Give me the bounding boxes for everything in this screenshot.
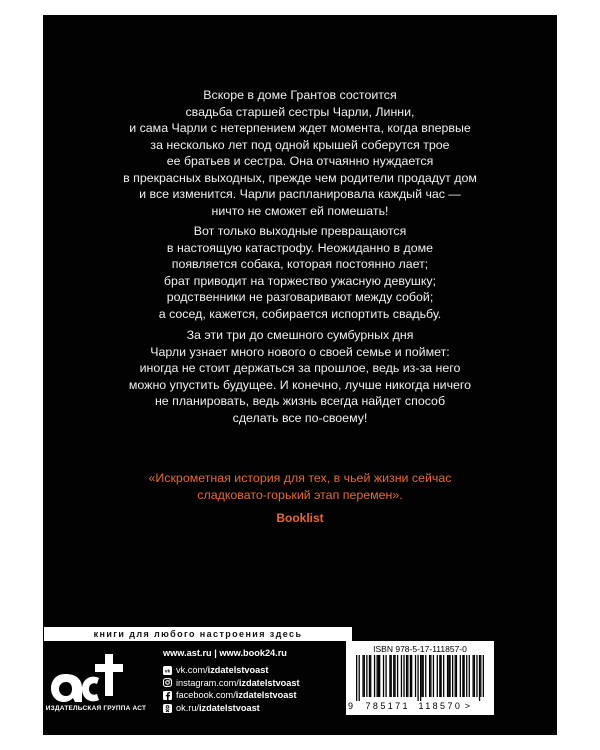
- barcode-bar: [359, 655, 360, 701]
- social-prefix: ok.ru/: [176, 703, 199, 714]
- barcode-bar: [456, 655, 457, 697]
- barcode-bar: [443, 655, 444, 697]
- barcode-bar: [383, 655, 384, 697]
- barcode-bar: [423, 655, 424, 697]
- publisher-websites[interactable]: www.ast.ru | www.book24.ru: [163, 648, 287, 658]
- blurb-line: в настоящую катастрофу. Неожиданно в доме: [166, 240, 434, 255]
- barcode-bar: [411, 655, 412, 697]
- barcode-bar: [370, 655, 371, 697]
- blurb-line: ее братьев и сестра. Она отчаянно нуждается: [166, 154, 434, 168]
- barcode-bar: [391, 655, 392, 697]
- blurb-line: родственники не разговаривают между собой;: [166, 290, 434, 304]
- barcode-bar: [401, 655, 402, 697]
- blurb-line: За эти три до смешного сумбурных дня: [186, 328, 414, 342]
- barcode-bar: [369, 655, 370, 697]
- blurb-line: брат приводит на торжество ужасную девушку;: [163, 273, 437, 288]
- ok-icon: [163, 704, 172, 713]
- blurb-line: появляется собака, которая постоянно лает;: [171, 257, 429, 271]
- logo-c-shape: [82, 677, 99, 702]
- barcode-bar: [364, 655, 365, 697]
- blurb-line: иногда не стоит держаться за прошлое, ведь из-за него: [139, 361, 461, 375]
- blurb-line: и все изменится. Чарли распланировала каждый час —: [139, 187, 461, 201]
- barcode-bar: [374, 655, 375, 697]
- barcode-bar: [460, 655, 461, 697]
- blurb-line: Вскоре в доме Грантов состоится: [203, 88, 397, 102]
- social-handle: izdatelstvoast: [207, 665, 269, 676]
- barcode-bar: [410, 655, 411, 697]
- social-links: [163, 664, 300, 714]
- blurb-line: за несколько лет под одной крышей соберутся трое: [150, 137, 450, 152]
- barcode-bar: [476, 655, 477, 697]
- barcode-bar: [394, 655, 395, 697]
- logo-a-shape: [51, 674, 82, 702]
- barcode-bar: [483, 655, 484, 697]
- barcode-bar: [429, 655, 430, 697]
- blurb-line: в прекрасных выходных, прежде чем родители продадут дом: [123, 170, 477, 185]
- barcode-bar: [425, 655, 426, 697]
- social-handle: izdatelstvoast: [198, 703, 260, 714]
- barcode-bar: [464, 655, 465, 697]
- ean-digits: [348, 701, 492, 711]
- social-link-facebook[interactable]: [163, 689, 300, 702]
- barcode-bar: [403, 655, 404, 697]
- barcode-bar: [433, 655, 434, 697]
- blurb-line: не планировать, ведь жизнь всегда найдет способ: [154, 394, 446, 408]
- social-handle: izdatelstvoast: [235, 690, 297, 701]
- vk-icon: [163, 666, 172, 675]
- barcode-bar: [448, 655, 449, 697]
- barcode-bar: [420, 655, 421, 701]
- barcode-bar: [469, 655, 470, 697]
- blurb-line: ничто не сможет ей помешать!: [211, 203, 389, 218]
- instagram-icon: [163, 678, 172, 687]
- social-link-instagram[interactable]: [163, 677, 300, 690]
- barcode-bar: [430, 655, 431, 697]
- barcode-bar: [393, 655, 394, 697]
- barcode-bar: [366, 655, 367, 697]
- barcode-bar: [385, 655, 386, 697]
- ean-left-group: 785171: [365, 701, 410, 711]
- barcode-bar: [356, 655, 357, 701]
- ean-first-digit: 9: [348, 701, 354, 711]
- barcode-bar: [440, 655, 441, 697]
- barcode-bar: [407, 655, 408, 697]
- barcode-bars: [356, 655, 484, 701]
- barcode-bar: [378, 655, 379, 697]
- blurb-paragraph-1: [43, 87, 557, 219]
- barcode-bar: [472, 655, 473, 697]
- review-quote: [43, 470, 557, 504]
- blurb-line: а сосед, кажется, собирается испортить свадьбу.: [158, 306, 442, 321]
- ast-logo: [51, 652, 141, 712]
- barcode-bar: [376, 655, 377, 697]
- ean-end-marker: >: [464, 701, 471, 711]
- quote-line: сладковато-горький этап перемен».: [197, 488, 403, 502]
- barcode-bar: [415, 655, 416, 697]
- barcode-bar: [421, 655, 422, 697]
- barcode-bar: [437, 655, 438, 697]
- barcode-bar: [447, 655, 448, 697]
- publisher-slogan: книги для любого настроения здесь: [44, 627, 352, 641]
- barcode-bar: [439, 655, 440, 697]
- barcode-bar: [389, 655, 390, 697]
- social-prefix: facebook.com/: [176, 690, 236, 701]
- blurb-line: можно упустить будущее. И конечно, лучше никогда ничего: [128, 377, 472, 392]
- social-prefix: instagram.com/: [176, 677, 239, 688]
- blurb-line: сделать все по-своему!: [232, 410, 368, 425]
- barcode-bar: [397, 655, 398, 697]
- barcode-bar: [455, 655, 456, 697]
- social-handle: izdatelstvoast: [238, 677, 300, 688]
- barcode-bar: [466, 655, 467, 697]
- social-link-vk[interactable]: [163, 664, 300, 677]
- isbn-label: ISBN 978-5-17-111857-0: [373, 644, 467, 654]
- review-source: Booklist: [276, 511, 324, 525]
- barcode-bar: [474, 655, 475, 697]
- blurb-paragraph-2: [43, 223, 557, 322]
- barcode-bar: [452, 655, 453, 697]
- barcode-bar: [406, 655, 407, 697]
- blurb-line: свадьба старшей сестры Чарли, Линни,: [185, 104, 415, 119]
- facebook-icon: [163, 691, 172, 700]
- social-prefix: vk.com/: [176, 665, 208, 676]
- blurb-line: и сама Чарли с нетерпением ждет момента, когда впервые: [129, 121, 471, 135]
- blurb-paragraph-3: [43, 327, 557, 426]
- svg-text:vk: vk: [164, 669, 171, 675]
- blurb-line: Чарли узнает много нового о своей семье и поймет:: [150, 344, 450, 359]
- quote-line: «Искрометная история для тех, в чьей жизни сейчас: [148, 471, 452, 485]
- ean-right-group: 118570: [418, 701, 463, 711]
- barcode-bar: [362, 655, 363, 697]
- barcode-bar: [379, 655, 380, 697]
- isbn-barcode: [346, 641, 494, 715]
- publisher-caption: ИЗДАТЕЛЬСКАЯ ГРУППА АСТ: [45, 705, 147, 712]
- logo-cross-shape: [95, 654, 123, 696]
- barcode-bar: [417, 655, 418, 701]
- social-link-ok[interactable]: [163, 702, 300, 715]
- blurb-line: Вот только выходные превращаются: [193, 224, 407, 238]
- barcode-bar: [462, 655, 463, 697]
- barcode-bar: [480, 655, 481, 697]
- barcode-bar: [479, 655, 480, 701]
- barcode-bar: [449, 655, 450, 697]
